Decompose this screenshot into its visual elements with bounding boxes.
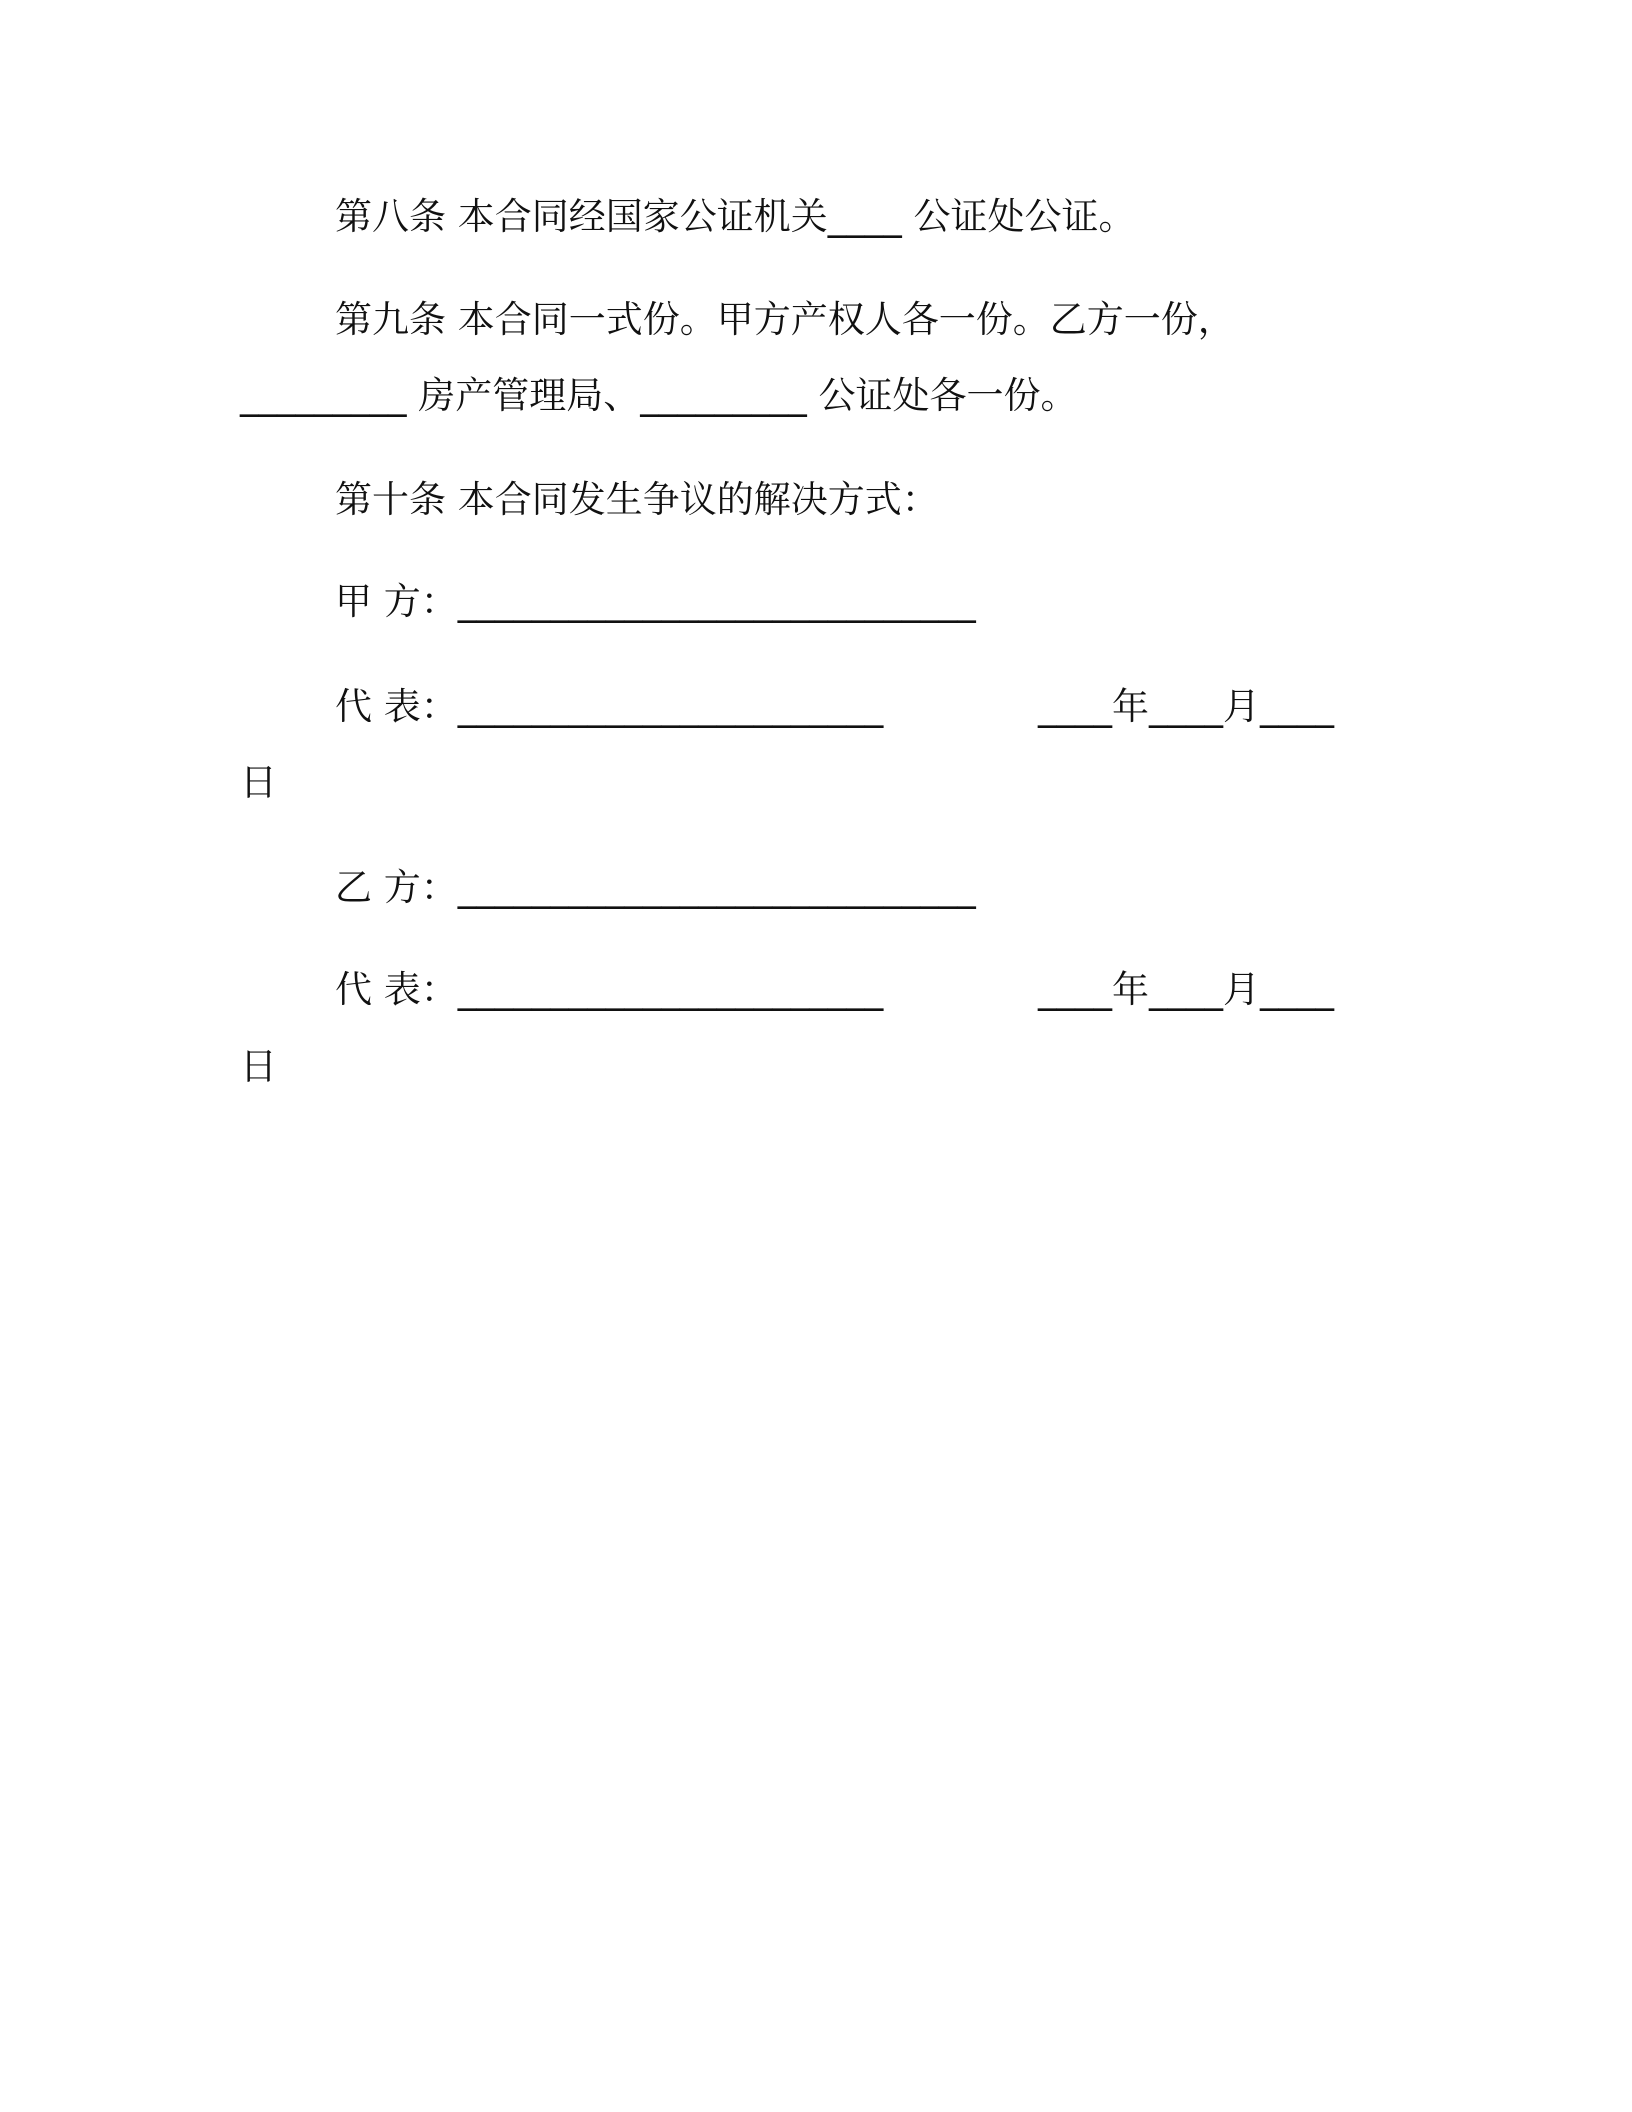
article-8-text: 第八条 本合同经国家公证机关____ 公证处公证。 (335, 195, 1136, 238)
party-b-rep-label: 代 表： (335, 968, 458, 1011)
party-a-row (335, 578, 976, 626)
party-a-rep-blank: _______________________ (457, 685, 884, 728)
article-10-text: 第十条 本合同发生争议的解决方式： (335, 478, 939, 521)
party-b-date: ____年____月____ (1038, 968, 1334, 1011)
party-b-row (335, 864, 976, 912)
article-9-text-line-2: _________ 房产管理局、_________ 公证处各一份。 (240, 374, 1078, 417)
party-a-blank: ____________________________ (457, 580, 976, 623)
party-b-rep-blank: _______________________ (457, 968, 884, 1011)
party-b-rep-row (335, 966, 883, 1014)
article-9-text-line-1: 第九条 本合同一式份。甲方产权人各一份。乙方一份， (335, 298, 1235, 341)
party-b-day: 日 (240, 1045, 277, 1088)
party-a-day: 日 (240, 761, 277, 804)
party-b-label: 乙 方： (335, 866, 458, 909)
party-b-blank: ____________________________ (457, 866, 976, 909)
party-a-rep-row (335, 683, 883, 731)
party-a-date: ____年____月____ (1038, 685, 1334, 728)
party-a-rep-label: 代 表： (335, 685, 458, 728)
party-a-label: 甲 方： (335, 580, 458, 623)
